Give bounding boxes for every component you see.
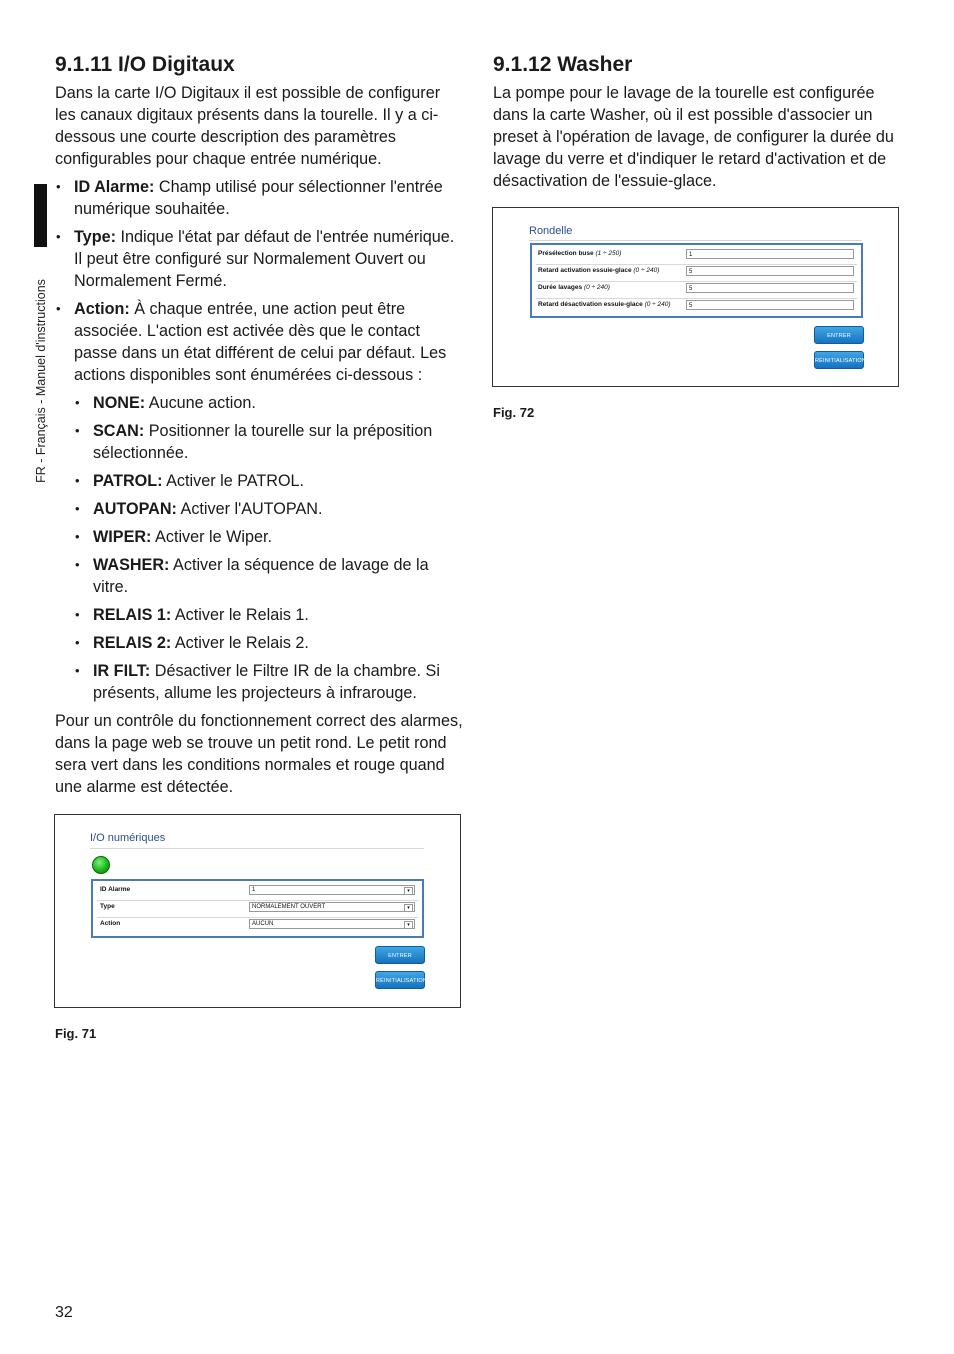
- washer-form: [530, 243, 863, 318]
- panel-title: Rondelle: [529, 225, 573, 237]
- bullet-icon: •: [75, 557, 80, 572]
- form-row: [536, 298, 857, 315]
- status-led-icon: [92, 856, 110, 874]
- form-row: [97, 917, 418, 934]
- form-row: [97, 900, 418, 918]
- bullet-icon: •: [75, 635, 80, 650]
- bullet-icon: •: [56, 229, 61, 244]
- action-list: [74, 392, 465, 704]
- action-select[interactable]: AUCUN ▾: [249, 919, 415, 929]
- form-row: [536, 247, 857, 265]
- panel-title: I/O numériques: [90, 832, 166, 844]
- list-item: • NONE: Aucune action.: [75, 394, 256, 412]
- field-label: Retard activation essuie-glace (0 ÷ 240): [538, 267, 660, 274]
- bullet-icon: •: [75, 395, 80, 410]
- list-item: • Action: À chaque entrée, une action peut être associée. L'action est activée dès que le contact passe dans un état différent de celui par défaut. Les actions disponibles sont énumérées ci-dessous : • NONE: Aucune action. • SCAN: Positionner la tourelle sur la préposition sélectionnée. • PATROL: Activer le PATROL. • AUTOPAN: Activer l'AUTOPAN. • WIPER: Activer le Wiper. • WASHER: Activer la séquence de lavage de la vitre. • RELAIS 1: Activer le Relais 1. • RELAIS 2: Activer le Relais 2. • IR FILT: Désactiver le Filtre IR de la chambre. Si présents, allume les projecteurs à infrarouge.: [55, 298, 465, 704]
- field-label: Durée lavages (0 ÷ 240): [538, 284, 610, 291]
- bullet-icon: •: [75, 529, 80, 544]
- figure-caption: Fig. 72: [493, 405, 535, 420]
- bullet-icon: •: [75, 663, 80, 678]
- bullet-icon: •: [75, 501, 80, 516]
- page-number: 32: [55, 1304, 73, 1321]
- divider: [90, 848, 424, 849]
- alarm-id-select[interactable]: 1 ▾: [249, 885, 415, 895]
- field-label: Action: [100, 920, 121, 927]
- type-select[interactable]: NORMALEMENT OUVERT ▾: [249, 902, 415, 912]
- field-label: Retard désactivation essuie-glace (0 ÷ 240): [538, 301, 671, 308]
- io-outro: Pour un contrôle du fonctionnement correct des alarmes, dans la page web se trouve un petit rond. Le petit rond sera vert dans les conditions normales et rouge quand une alarme est détectée.: [55, 712, 463, 796]
- sidebar-label: FR - Français - Manuel d'instructions: [34, 279, 48, 483]
- list-item: • ID Alarme: Champ utilisé pour sélectionner l'entrée numérique souhaitée.: [56, 178, 443, 218]
- field-label: Type: [100, 903, 115, 910]
- submit-button[interactable]: ENTRER: [814, 326, 864, 344]
- list-item: • PATROL: Activer le PATROL.: [75, 472, 305, 490]
- figure-io-screenshot: [54, 814, 461, 1008]
- list-item: • WASHER: Activer la séquence de lavage de la vitre.: [75, 556, 429, 596]
- right-column: [493, 51, 903, 192]
- field-label: ID Alarme: [100, 886, 131, 893]
- left-column: [55, 51, 465, 798]
- reset-button[interactable]: RÉINITIALISATION: [375, 971, 425, 989]
- side-tab-marker: [34, 184, 47, 247]
- io-intro: Dans la carte I/O Digitaux il est possible de configurer les canaux digitaux présents dans la tourelle. Il y a ci-dessous une courte description des paramètres configurables pour chaque entrée numérique.: [55, 84, 441, 168]
- list-item: • SCAN: Positionner la tourelle sur la préposition sélectionnée.: [75, 422, 433, 462]
- list-item: • WIPER: Activer le Wiper.: [75, 528, 272, 546]
- list-item: • AUTOPAN: Activer l'AUTOPAN.: [75, 500, 323, 518]
- preset-input[interactable]: 1: [686, 249, 854, 259]
- wiper-off-delay-input[interactable]: 5: [686, 300, 854, 310]
- bullet-icon: •: [75, 607, 80, 622]
- list-item: • Type: Indique l'état par défaut de l'entrée numérique. Il peut être configuré sur Normalement Ouvert ou Normalement Fermé.: [56, 228, 455, 290]
- form-row: [536, 281, 857, 299]
- bullet-icon: •: [75, 473, 80, 488]
- section-heading-io: 9.1.11 I/O Digitaux: [55, 53, 235, 76]
- section-heading-washer: 9.1.12 Washer: [493, 53, 633, 76]
- chevron-down-icon: ▾: [404, 921, 413, 929]
- bullet-icon: •: [56, 301, 61, 316]
- io-form: [91, 879, 424, 938]
- bullet-icon: •: [75, 423, 80, 438]
- bullet-icon: •: [56, 179, 61, 194]
- chevron-down-icon: ▾: [404, 887, 413, 895]
- wash-duration-input[interactable]: 5: [686, 283, 854, 293]
- washer-intro: La pompe pour le lavage de la tourelle est configurée dans la carte Washer, où il est possible d'associer un preset à l'opération de lavage, de configurer la durée du lavage du verre et d'indiquer le retard d'activation et de désactivation de l'essuie-glace.: [493, 84, 894, 190]
- list-item: • RELAIS 2: Activer le Relais 2.: [75, 634, 309, 652]
- list-item: • RELAIS 1: Activer le Relais 1.: [75, 606, 309, 624]
- chevron-down-icon: ▾: [404, 904, 413, 912]
- figure-washer-screenshot: [492, 207, 899, 387]
- list-item: • IR FILT: Désactiver le Filtre IR de la chambre. Si présents, allume les projecteurs à infrarouge.: [75, 662, 440, 702]
- figure-caption: Fig. 71: [55, 1026, 97, 1041]
- reset-button[interactable]: RÉINITIALISATION: [814, 351, 864, 369]
- divider: [529, 240, 862, 241]
- form-row: [97, 883, 418, 901]
- field-label: Présélection buse (1 ÷ 250): [538, 250, 622, 257]
- form-row: [536, 264, 857, 282]
- wiper-on-delay-input[interactable]: 5: [686, 266, 854, 276]
- io-parameter-list: [55, 176, 465, 704]
- submit-button[interactable]: ENTRER: [375, 946, 425, 964]
